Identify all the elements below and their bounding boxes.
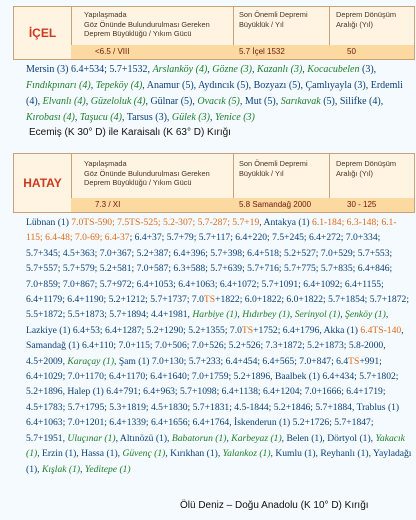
place-record: (3), <box>359 64 377 75</box>
icel-fault-line: Ecemiş (K 30° D) ile Karaisalı (K 63° D) Kırığı <box>29 127 231 138</box>
place-record: , <box>207 64 213 75</box>
hatay-fault-line: Ölü Deniz – Doğu Anadolu (K 10° D) Kırığı <box>180 500 369 511</box>
village-name: Gözne (3) <box>212 64 252 75</box>
place-record: , <box>289 309 295 321</box>
place-record: , <box>340 309 346 321</box>
village-name: Kışlak (1) <box>41 463 81 475</box>
value-last-quake: 5.7 İçel 1532 <box>239 47 285 56</box>
historic-quake-record: TS <box>348 355 360 367</box>
hatay-header <box>13 153 415 213</box>
village-name: Hıdırbey (1) <box>242 309 290 321</box>
value-magnitude: <6.5 / VIII <box>95 47 130 56</box>
values-row <box>71 45 414 59</box>
village-name: Fındıkpınarı (4) <box>26 80 91 91</box>
place-record: , <box>74 112 80 123</box>
village-name: Yenice (3) <box>214 112 255 123</box>
village-name: Babatorun (1) <box>171 432 227 444</box>
place-record: , <box>226 432 232 444</box>
place-record: , <box>302 64 308 75</box>
place-record: (5), Silifke (4), <box>320 96 384 107</box>
place-record: , Anamur (5), Aydıncık (5), Bozyazı (5), Çamlıyayla (3), Erdemli (4), <box>26 80 403 107</box>
place-record: , Kırıkhan (1), <box>165 448 223 460</box>
village-name: Şenköy (1) <box>345 309 386 321</box>
place-record: (3) 6.4+534; 5.7+1532, <box>56 64 153 75</box>
place-record: , <box>85 96 91 107</box>
value-last-quake: 5.8 Samandağ 2000 <box>239 200 312 209</box>
col-magnitude: Yapılaşmada Göz Önünde Bulundurulması Gereken Deprem Büyüklüğü / Yıkım Gücü <box>84 159 210 187</box>
place-record: , Lazkiye (1) 6.4+53; 6.4+1287; 5.2+1290; 5.2+1355; 7.0 <box>26 309 389 336</box>
values-row <box>71 198 414 212</box>
village-name: Arslanköy (4) <box>152 64 208 75</box>
village-name: Harbiye (1) <box>192 309 238 321</box>
historic-quake-record: 7.0TS-590; 7.5TS-525; 5.2-307; 5.7-287; 5.7+19 <box>71 217 260 228</box>
icel-header <box>13 6 415 60</box>
col-cycle: Deprem Dönüşüm Aralığı (Yıl) <box>336 159 396 178</box>
village-name: Uluçınar (1) <box>67 432 116 444</box>
place-record: , <box>237 309 243 321</box>
region-name: İÇEL <box>28 26 57 40</box>
place-record: +1822; 6.0+1822; 6.0+1822; 5.7+1854; 5.7+1872; 5.5+1872; 5.5+1873; 5.7+1894; 4.4+1981, <box>26 294 409 321</box>
place-record: , <box>90 80 96 91</box>
village-name: Elvanlı (4) <box>42 96 86 107</box>
icel-locations-text <box>26 62 412 126</box>
village-name: Yakacık (1) <box>26 432 405 460</box>
col-last-quake: Son Önemli Depremi Büyüklük / Yıl <box>239 159 308 178</box>
place-record: , <box>252 64 257 75</box>
place-record: Mersin <box>26 64 57 75</box>
place-record: , Samandağ (1) 6.4+110; 7.0+115; 7.0+506; 7.0+526; 5.2+526; 7.3+1872; 5.2+1873; 5.8-2000, 4.5+2009, <box>26 324 404 367</box>
place-record: , Şam (1) 7.0+130; 5.7+233; 6.4+454; 6.4+565; 7.0+847; 6.4 <box>114 355 349 367</box>
value-magnitude: 7.3 / XI <box>95 200 121 209</box>
village-name: Sarıkavak <box>280 96 321 107</box>
place-record: +991; 6.4+1029; 7.0+1170; 6.4+1170; 6.4+1640; 7.0+1759; 5.2+1896, Baalbek (1) 6.4+434; 5.7+1802; 5.2+1896, Halep (1) 6.4+791; 6.4+963; 5.7+1098; 6.4+1138; 6.4+1204; 7.0+1666; 6.4+1719; 4.5+1783; 5.7+1795; 5.3+1819; 4.5+1830; 5.7+1831; 4.5-1844; 5.2+1846; 5.7+1884, Trablus (1) 6.4+1063; 7.0+1201; 6.4+1339; 6.4+1656; 6.4+1764, İskenderun (1) 5.2+1726; 5.7+1847; 5.7+1951, <box>26 355 400 444</box>
place-record: , <box>80 463 85 475</box>
place-record: ; 6.4+37; 5.7+79; 5.7+117; 6.4+220; 7.5+245; 6.4+272; 7.0+334; 5.7+345; 4.5+363; 7.0+367; 5.2+387; 6.4+396; 5.7+398; 6.4+518; 5.2+527; 7.0+529; 5.7+553; 5.7+557; 5.7+579; 5.2+581; 7.0+587; 6.3+588; 5.7+639; 5.7+716; 5.7+775; 5.7+835; 6.4+846; 7.0+859; 7.0+867; 5.7+972; 6.4+1053; 6.4+1063; 6.4+1072; 5.7+1091; 6.4+1092; 6.4+1155; 6.4+1179; 6.4+1190; 5.2+1212; 5.7+1737; 7.0 <box>26 232 393 306</box>
village-name: Kazanlı (3) <box>257 64 303 75</box>
village-name: Serinyol (1) <box>294 309 341 321</box>
village-name: Güvenç (1) <box>122 448 166 460</box>
place-record: , Mut (5), <box>239 96 281 107</box>
village-name: Güzeloluk (4) <box>90 96 146 107</box>
historic-quake-record: 6.4TS-140 <box>360 324 402 336</box>
place-record: , Altınözü (1), <box>115 432 172 444</box>
village-name: Ovacık (5) <box>197 96 240 107</box>
historic-quake-record: TS <box>203 294 216 306</box>
village-name: Tepeköy (4) <box>95 80 143 91</box>
village-name: Yalankoz (1) <box>222 448 271 460</box>
place-record: +1752; 6.4+1796, Akka (1) <box>253 324 361 336</box>
place-record: , Antakya (1) <box>259 217 313 228</box>
village-name: Karbeyaz (1) <box>231 432 282 444</box>
value-cycle: 30 - 125 <box>347 200 377 209</box>
hatay-locations-text <box>26 215 412 477</box>
village-name: Karaçay (1) <box>67 355 115 367</box>
place-record: , Erzin (1), Hassa (1), <box>37 448 123 460</box>
place-record: Lübnan (1) <box>26 217 72 228</box>
col-last-quake: Son Önemli Depremi Büyüklük / Yıl <box>239 10 308 29</box>
place-record: , Kumlu (1), Reyhanlı (1), Yayladağı (1), <box>26 448 412 475</box>
col-magnitude: Yapılaşmada Göz Önünde Bulundurulması Gereken Deprem Büyüklüğü / Yıkım Gücü <box>84 10 210 38</box>
village-name: Taşucu (4) <box>79 112 122 123</box>
place-record: , Gülnar (5), <box>145 96 198 107</box>
place-record: , Tarsus (3), <box>121 112 172 123</box>
historic-quake-record: TS <box>241 324 254 336</box>
village-name: Kocacubelen <box>307 64 360 75</box>
place-record: , <box>209 112 215 123</box>
village-name: Gülek (3) <box>171 112 210 123</box>
village-name: Kırobası (4) <box>26 112 75 123</box>
col-cycle: Deprem Dönüşüm Aralığı (Yıl) <box>336 10 396 29</box>
value-cycle: 50 <box>347 47 356 56</box>
historic-quake-record: 6.1-184; 6.3-148; 6.1-115; 6.4-48; 7.0-69; 6.4-37 <box>26 217 397 244</box>
village-name: Yeditepe (1) <box>84 463 131 475</box>
place-record: , Belen (1), Dörtyol (1), <box>281 432 376 444</box>
region-name: HATAY <box>23 176 62 190</box>
